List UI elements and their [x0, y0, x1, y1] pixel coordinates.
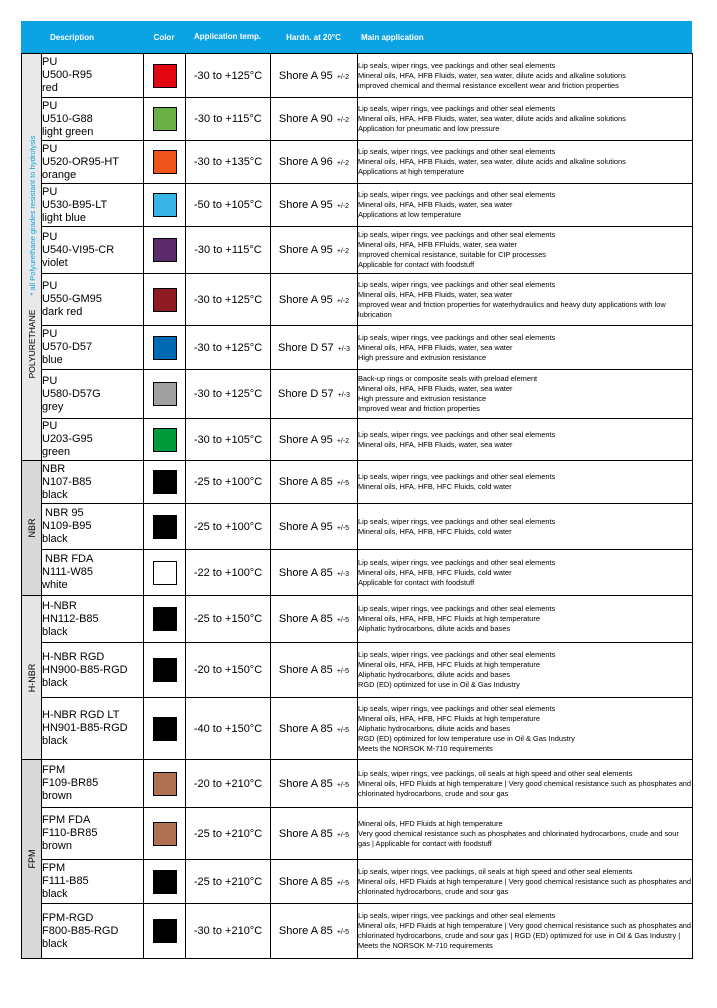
hardness-value: Shore D 57 [278, 341, 334, 354]
main-application-line: Lip seals, wiper rings, vee packings and other seal elements [358, 516, 556, 526]
group-label-nbr-text: NBR [26, 518, 37, 538]
description-line1: NBR FDA [42, 553, 94, 565]
material-description [42, 98, 144, 141]
material-description [42, 370, 144, 419]
material-color-cell [144, 141, 186, 184]
main-application-line: Lip seals, wiper rings, vee packings and other seal elements [358, 557, 556, 567]
material-color-cell [144, 227, 186, 274]
main-application-line: Mineral oils, HFA, HFB Fluids, water, sea water [358, 289, 513, 299]
material-grid [21, 53, 693, 959]
hardness-tolerance: +/-2 [336, 160, 350, 167]
description-line3: violet [42, 256, 68, 269]
color-swatch-violet [153, 238, 177, 262]
hardness-value: Shore A 90 [278, 113, 333, 125]
description-line3: light blue [42, 211, 87, 224]
header-description: Description [21, 21, 143, 53]
material-row [22, 596, 693, 643]
description-line2: U510-G88 [42, 112, 93, 125]
material-description [42, 184, 144, 227]
material-row [22, 904, 693, 959]
hardness-value: Shore A 85 [278, 664, 333, 676]
material-color-cell [144, 860, 186, 904]
application-temp: -20 to +210°C [186, 760, 271, 808]
description-line1: FPM FDA [42, 814, 91, 826]
main-application [358, 760, 693, 808]
main-application [358, 504, 693, 550]
application-temp: -25 to +150°C [186, 596, 271, 643]
material-description [42, 860, 144, 904]
hardness-cell [271, 419, 358, 461]
hardness-value: Shore A 85 [278, 722, 333, 735]
material-row [22, 808, 693, 860]
description-line2: F110-BR85 [42, 827, 98, 839]
material-row [22, 326, 693, 370]
hardness-value: Shore A 85 [278, 925, 333, 937]
main-application-line: RGD (ED) optimized for low temperature use in Oil & Gas Industry [358, 733, 575, 743]
hardness-tolerance: +/-5 [336, 668, 350, 675]
material-description [42, 326, 144, 370]
description-line1: PU [42, 280, 58, 292]
hardness-tolerance: +/-5 [336, 480, 350, 487]
description-line2: HN900-B85-RGD [42, 663, 128, 676]
hardness-cell [271, 808, 358, 860]
description-line3: black [42, 625, 68, 638]
main-application-line: Mineral oils, HFD Fluids at high temperature | Very good chemical resistance such as phosphates and chlorinated hydrocarbons, crude and sour gas [358, 876, 692, 896]
hardness-tolerance: +/-2 [336, 248, 350, 255]
material-row [22, 504, 693, 550]
color-swatch-orange [153, 150, 177, 174]
main-application [358, 274, 693, 326]
application-temp: -25 to +210°C [186, 808, 271, 860]
material-row [22, 461, 693, 504]
description-line3: black [42, 735, 68, 747]
color-swatch-grey [153, 382, 177, 406]
hardness-tolerance: +/-5 [336, 929, 350, 936]
main-application-line: Mineral oils, HFA, HFB Fluids, water, sea water, dilute acids and alkaline solutions [358, 114, 626, 123]
main-application-line: Mineral oils, HFA, HFB Fluids, water, sea water [358, 200, 513, 209]
description-line2: N111-W85 [42, 566, 93, 578]
hardness-value: Shore A 96 [278, 156, 333, 168]
hardness-value: Shore A 85 [278, 613, 333, 625]
hardness-cell [271, 141, 358, 184]
hardness-tolerance: +/-3 [336, 570, 350, 578]
material-description [42, 904, 144, 959]
material-row [22, 698, 693, 760]
main-application-line: Mineral oils, HFD Fluids at high temperature [358, 818, 503, 828]
description-line1: PU [42, 230, 58, 243]
color-swatch-red [153, 64, 177, 88]
application-temp: -25 to +100°C [186, 461, 271, 504]
hardness-tolerance: +/-5 [336, 524, 350, 532]
main-application [358, 54, 693, 98]
main-application-line: Mineral oils, HFA, HFB, HFC Fluids, cold water [358, 482, 512, 491]
main-application [358, 370, 693, 419]
description-line3: green [42, 446, 71, 458]
material-color-cell [144, 550, 186, 596]
description-line2: F111-B85 [42, 875, 89, 887]
main-application-line: Mineral oils, HFA, HFB Fluids, water, sea water, dilute acids and alkaline solutions [358, 157, 626, 166]
material-color-cell [144, 54, 186, 98]
main-application-line: Lip seals, wiper rings, vee packings and other seal elements [358, 429, 556, 439]
color-swatch-light-green [153, 107, 177, 131]
description-line2: U540-VI95-CR [42, 243, 115, 256]
description-line2: HN901-B85-RGD [42, 722, 128, 734]
description-line1: H-NBR [42, 599, 77, 612]
description-line3: orange [42, 168, 77, 181]
description-line1: PU [42, 142, 58, 155]
material-row [22, 54, 693, 98]
application-temp: -30 to +115°C [186, 227, 271, 274]
material-row [22, 184, 693, 227]
material-color-cell [144, 461, 186, 504]
main-application-line: High pressure and extrusion resistance [358, 394, 487, 403]
hardness-tolerance: +/-3 [337, 392, 350, 399]
main-application [358, 550, 693, 596]
main-application-line: Lip seals, wiper rings, vee packings and other seal elements [358, 911, 556, 920]
color-swatch-dark-red [153, 288, 177, 312]
application-temp: -30 to +135°C [186, 141, 271, 184]
main-application-line: Lip seals, wiper rings, vee packings and other seal elements [358, 332, 556, 342]
main-application [358, 643, 693, 698]
description-line1: PU [42, 328, 58, 340]
main-application-line: Mineral oils, HFA, HFB FFluids, water, sea water [358, 240, 517, 249]
main-application-line: Lip seals, wiper rings, vee packings and other seal elements [358, 147, 556, 156]
group-label-nbr [22, 461, 42, 596]
hardness-value: Shore A 85 [278, 875, 333, 888]
color-swatch-black [153, 870, 177, 894]
color-swatch-light-blue [153, 193, 177, 217]
application-temp: -30 to +125°C [186, 54, 271, 98]
main-application-line: Lip seals, wiper rings, vee packings and other seal elements [358, 279, 556, 289]
main-application-line: Mineral oils, HFA, HFB, HFC Fluids, cold water [358, 567, 512, 577]
main-application [358, 860, 693, 904]
main-application-line: Mineral oils, HFA, HFB, HFC Fluids, cold water [358, 526, 512, 536]
application-temp: -30 to +125°C [186, 326, 271, 370]
main-application-line: Lip seals, wiper rings, vee packings and other seal elements [358, 604, 556, 613]
main-application [358, 461, 693, 504]
description-line2: HN112-B85 [42, 612, 99, 625]
hardness-value: Shore A 95 [278, 433, 333, 446]
group-label-fpm-text: FPM [26, 849, 37, 869]
hardness-cell [271, 274, 358, 326]
description-line1: PU [42, 374, 58, 387]
main-application-line: Lip seals, wiper rings, vee packings and other seal elements [358, 190, 556, 199]
material-color-cell [144, 643, 186, 698]
main-application-line: Lip seals, wiper rings, vee packings and other seal elements [358, 60, 556, 70]
hardness-cell [271, 370, 358, 419]
description-line1: PU [42, 99, 58, 112]
hardness-value: Shore A 95 [278, 199, 333, 211]
color-swatch-black [153, 515, 177, 539]
description-line1: PU [42, 185, 58, 198]
description-line3: brown [42, 840, 72, 852]
main-application [358, 419, 693, 461]
material-row [22, 227, 693, 274]
material-row [22, 370, 693, 419]
main-application-line: Improved chemical resistance, suitable for CIP processes [358, 250, 546, 259]
description-line3: red [42, 82, 58, 94]
group-label-hnbr-text: H-NBR [26, 663, 37, 692]
main-application-line: Lip seals, wiper rings, vee packings, oil seals at high speed and other seal elements [358, 768, 633, 778]
material-description [42, 808, 144, 860]
hardness-cell [271, 904, 358, 959]
description-line2: U520-OR95-HT [42, 155, 120, 168]
hardness-tolerance: +/-2 [336, 73, 350, 81]
material-row [22, 419, 693, 461]
description-line2: U530-B95-LT [42, 198, 108, 211]
material-description [42, 760, 144, 808]
material-row [22, 760, 693, 808]
material-color-cell [144, 904, 186, 959]
description-line3: brown [42, 790, 72, 802]
description-line1: NBR 95 [42, 507, 84, 519]
color-swatch-green [153, 428, 177, 452]
main-application-line: Mineral oils, HFD Fluids at high temperature | Very good chemical resistance such as phosphates and chlorinated hydrocarbons, crude and sour gas | RGD (ED) optimized for use in Oil & Gas Industry | Meets the NORSOK M-710 requirements [358, 921, 692, 950]
description-line2: F109-BR85 [42, 777, 99, 789]
hardness-cell [271, 698, 358, 760]
material-description [42, 550, 144, 596]
color-swatch-black [153, 470, 177, 494]
color-swatch-white [153, 561, 177, 585]
hardness-tolerance: +/-5 [336, 879, 350, 887]
group-label-fpm [22, 760, 42, 959]
description-line3: black [42, 533, 68, 545]
hardness-tolerance: +/-5 [336, 781, 350, 789]
main-application [358, 227, 693, 274]
description-line3: dark red [42, 306, 83, 318]
description-line3: black [42, 488, 68, 501]
material-color-cell [144, 184, 186, 227]
material-color-cell [144, 419, 186, 461]
description-line1: PU [42, 56, 58, 68]
color-swatch-black [153, 717, 177, 741]
main-application [358, 596, 693, 643]
material-color-cell [144, 504, 186, 550]
description-line3: grey [42, 400, 64, 413]
main-application [358, 184, 693, 227]
description-line3: black [42, 676, 68, 689]
material-row [22, 274, 693, 326]
main-application [358, 326, 693, 370]
main-application-line: Lip seals, wiper rings, vee packings and other seal elements [358, 703, 556, 713]
material-description [42, 141, 144, 184]
hardness-cell [271, 596, 358, 643]
header-main-application: Main application [357, 21, 692, 53]
hardness-value: Shore A 85 [278, 476, 333, 488]
hardness-cell [271, 550, 358, 596]
hardness-value: Shore A 85 [278, 566, 333, 579]
application-temp: -40 to +150°C [186, 698, 271, 760]
material-description [42, 419, 144, 461]
description-line2: U550-GM95 [42, 293, 102, 305]
material-description [42, 227, 144, 274]
hardness-value: Shore A 85 [278, 777, 333, 790]
application-temp: -25 to +100°C [186, 504, 271, 550]
description-line1: H-NBR RGD [42, 650, 105, 663]
description-line2: U500-R95 [42, 69, 93, 81]
material-row [22, 141, 693, 184]
hardness-value: Shore A 85 [278, 827, 333, 840]
material-color-cell [144, 326, 186, 370]
main-application-line: Mineral oils, HFA, HFB Fluids, water, sea water [358, 342, 513, 352]
description-line2: U203-G95 [42, 433, 93, 445]
hardness-tolerance: +/-2 [336, 437, 350, 445]
main-application-line: Very good chemical resistance such as phosphates and chlorinated hydrocarbons, crude and sour gas | Applicable for contact with foodstuff [358, 828, 679, 848]
application-temp: -30 to +105°C [186, 419, 271, 461]
material-color-cell [144, 274, 186, 326]
material-row [22, 860, 693, 904]
main-application-line: Lip seals, wiper rings, vee packings and other seal elements [358, 650, 556, 659]
material-color-cell [144, 596, 186, 643]
description-line1: FPM-RGD [42, 911, 94, 924]
main-application-line: Aliphatic hydrocarbons, dilute acids and bases [358, 624, 511, 633]
hardness-cell [271, 760, 358, 808]
main-application-line: Applications at high temperature [358, 167, 464, 176]
hardness-cell [271, 643, 358, 698]
main-application-line: High pressure and extrusion resistance [358, 352, 487, 362]
material-color-cell [144, 698, 186, 760]
color-swatch-blue [153, 336, 177, 360]
material-color-cell [144, 808, 186, 860]
color-swatch-black [153, 919, 177, 943]
main-application-line: Improved wear and friction properties for waterhydraulics and heavy duty applications with low lubrication [358, 299, 666, 319]
hardness-value: Shore A 95 [278, 520, 333, 533]
main-application-line: RGD (ED) optimized for use in Oil & Gas Industry [358, 680, 520, 689]
hardness-tolerance: +/-2 [336, 203, 350, 210]
main-application-line: Applications at low temperature [358, 210, 462, 219]
main-application-line: Lip seals, wiper rings, vee packings and other seal elements [358, 230, 556, 239]
application-temp: -30 to +115°C [186, 98, 271, 141]
description-line3: blue [42, 354, 63, 366]
color-swatch-brown [153, 822, 177, 846]
hardness-cell [271, 227, 358, 274]
application-temp: -25 to +210°C [186, 860, 271, 904]
hardness-tolerance: +/-3 [337, 345, 350, 353]
main-application [358, 904, 693, 959]
main-application-line: Mineral oils, HFA, HFB Fluids, water, sea water, dilute acids and alkaline solutions [358, 70, 626, 80]
main-application [358, 698, 693, 760]
material-color-cell [144, 760, 186, 808]
group-label-pu [22, 54, 42, 461]
description-line3: black [42, 888, 68, 900]
description-line2: N107-B85 [42, 475, 92, 488]
main-application-line: Lip seals, wiper rings, vee packings, oil seals at high speed and other seal elements [358, 866, 633, 876]
group-label-hnbr [22, 596, 42, 760]
material-description [42, 54, 144, 98]
material-description [42, 643, 144, 698]
material-color-cell [144, 370, 186, 419]
main-application-line: Applicable for contact with foodstuff [358, 577, 475, 587]
hardness-value: Shore A 95 [278, 244, 333, 256]
material-description [42, 461, 144, 504]
main-application-line: Mineral oils, HFA, HFB, HFC Fluids at high temperature [358, 713, 540, 723]
description-line3: white [42, 579, 68, 591]
description-line2: U570-D57 [42, 341, 93, 353]
main-application [358, 98, 693, 141]
main-application-line: Lip seals, wiper rings, vee packings and other seal elements [358, 472, 556, 481]
hardness-cell [271, 860, 358, 904]
main-application-line: Lip seals, wiper rings, vee packings and other seal elements [358, 104, 556, 113]
polyurethane-hydrolysis-note: * all Polyurethane grades resistant to hydrolysis [27, 135, 36, 296]
header-hardness: Hardn. at 20°C [270, 21, 357, 53]
hardness-tolerance: +/-5 [336, 726, 350, 734]
application-temp: -30 to +210°C [186, 904, 271, 959]
main-application-line: Meets the NORSOK M-710 requirements [358, 743, 493, 753]
hardness-cell [271, 54, 358, 98]
hardness-value: Shore A 95 [278, 293, 333, 306]
description-line2: N109-B95 [42, 520, 92, 532]
material-description [42, 504, 144, 550]
hardness-tolerance: +/-2 [336, 297, 350, 305]
main-application-line: Back-up rings or composite seals with preload element [358, 374, 538, 383]
description-line1: NBR [42, 462, 66, 475]
hardness-cell [271, 504, 358, 550]
description-line1: H-NBR RGD LT [42, 709, 120, 721]
description-line2: F800-B85-RGD [42, 924, 119, 937]
material-row [22, 550, 693, 596]
hardness-cell [271, 326, 358, 370]
hardness-value: Shore D 57 [278, 388, 334, 400]
group-label-polyurethane-text: POLYURETHANE [26, 309, 37, 379]
main-application-line: Improved wear and friction properties [358, 404, 481, 413]
color-swatch-black [153, 607, 177, 631]
header-color: Color [143, 21, 185, 53]
main-application [358, 808, 693, 860]
main-application-line: Mineral oils, HFA, HFB, HFC Fluids at high temperature [358, 614, 540, 623]
application-temp: -20 to +150°C [186, 643, 271, 698]
main-application-line: Aliphatic hydrocarbons, dilute acids and bases [358, 723, 511, 733]
main-application [358, 141, 693, 184]
main-application-line: Applicable for contact with foodstuff [358, 260, 475, 269]
material-color-cell [144, 98, 186, 141]
main-application-line: Mineral oils, HFA, HFB Fluids, water, sea water [358, 384, 513, 393]
main-application-line: Aliphatic hydrocarbons, dilute acids and bases [358, 670, 511, 679]
hardness-cell [271, 461, 358, 504]
application-temp: -30 to +125°C [186, 274, 271, 326]
header-application-temp: Application temp. [185, 21, 270, 53]
main-application-line: Mineral oils, HFA, HFB Fluids, water, sea water [358, 439, 513, 449]
main-application-line: Mineral oils, HFA, HFB, HFC Fluids at high temperature [358, 660, 540, 669]
material-description [42, 698, 144, 760]
color-swatch-black [153, 658, 177, 682]
hardness-tolerance: +/-2 [336, 117, 350, 124]
application-temp: -30 to +125°C [186, 370, 271, 419]
material-description [42, 596, 144, 643]
main-application-line: improved chemical and thermal resistance excellent wear and friction properties [358, 80, 619, 90]
main-application-line: Application for pneumatic and low pressure [358, 124, 500, 133]
application-temp: -22 to +100°C [186, 550, 271, 596]
description-line3: black [42, 937, 68, 950]
description-line1: FPM [42, 862, 66, 874]
hardness-tolerance: +/-5 [336, 617, 350, 624]
description-line2: U580-D57G [42, 387, 101, 400]
application-temp: -50 to +105°C [186, 184, 271, 227]
material-row [22, 98, 693, 141]
hardness-cell [271, 98, 358, 141]
hardness-value: Shore A 95 [278, 69, 333, 82]
description-line1: FPM [42, 764, 66, 776]
material-description [42, 274, 144, 326]
hardness-cell [271, 184, 358, 227]
color-swatch-brown [153, 772, 177, 796]
material-row [22, 643, 693, 698]
description-line1: PU [42, 420, 58, 432]
main-application-line: Mineral oils, HFD Fluids at high temperature | Very good chemical resistance such as phosphates and chlorinated hydrocarbons, crude and sour gas [358, 778, 692, 798]
description-line3: light green [42, 125, 94, 138]
hardness-tolerance: +/-5 [336, 831, 350, 839]
